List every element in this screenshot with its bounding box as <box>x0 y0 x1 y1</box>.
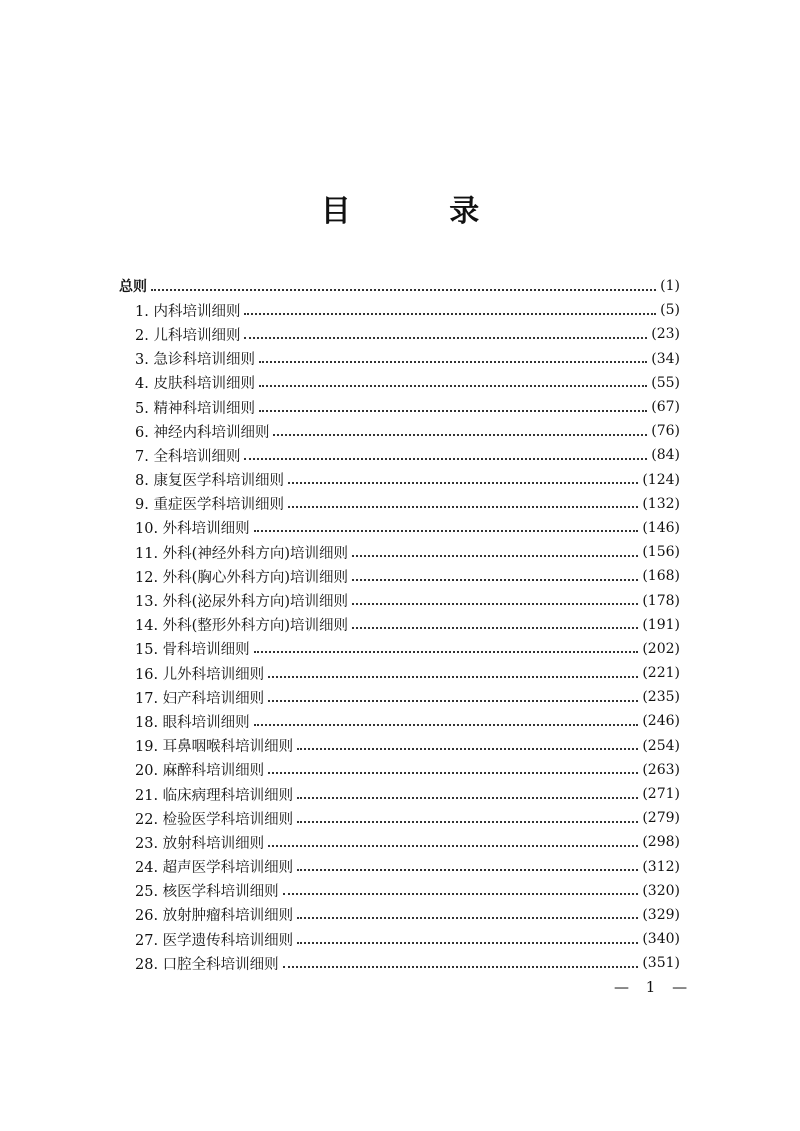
toc-entry[interactable] <box>119 419 680 443</box>
toc-entry-label: 17. 妇产科培训细则 <box>135 690 265 707</box>
dot-leader <box>268 699 638 702</box>
dot-leader <box>268 771 638 774</box>
dot-leader <box>297 747 638 750</box>
toc-entry-page: (202) <box>642 640 680 657</box>
toc-entry-label: 6. 神经内科培训细则 <box>135 424 270 441</box>
toc-entry-page: (320) <box>642 882 680 899</box>
page-number: — 1 — <box>614 978 694 996</box>
toc-entry-page: (263) <box>642 761 680 778</box>
toc-entry[interactable] <box>119 782 680 806</box>
toc-entry-label: 25. 核医学科培训细则 <box>135 884 279 901</box>
dot-leader <box>268 675 638 678</box>
toc-entry-label: 24. 超声医学科培训细则 <box>135 860 294 877</box>
dot-leader <box>259 409 647 412</box>
toc-entry-list <box>119 298 680 975</box>
dot-leader <box>244 312 656 315</box>
dot-leader <box>297 916 638 919</box>
toc-entry[interactable] <box>119 879 680 903</box>
toc-entry-page: (55) <box>651 374 680 391</box>
toc-entry-page: (1) <box>660 278 680 295</box>
toc-entry-label: 19. 耳鼻咽喉科培训细则 <box>135 739 294 756</box>
toc-entry-page: (5) <box>660 302 680 319</box>
toc-entry-label: 2. 儿科培训细则 <box>135 327 241 344</box>
toc-entry-page: (298) <box>642 834 680 851</box>
toc-entry-page: (246) <box>642 713 680 730</box>
toc-entry-page: (329) <box>642 906 680 923</box>
dot-leader <box>297 941 638 944</box>
toc-entry-page: (221) <box>642 665 680 682</box>
toc-entry-label: 13. 外科(泌尿外科方向)培训细则 <box>135 594 348 611</box>
toc-entry-page: (178) <box>642 592 680 609</box>
toc-entry[interactable] <box>119 564 680 588</box>
dot-leader <box>259 360 647 363</box>
toc-entry[interactable] <box>119 685 680 709</box>
dot-leader <box>352 602 638 605</box>
toc-entry-label: 10. 外科培训细则 <box>135 521 250 538</box>
dot-leader <box>297 820 638 823</box>
toc-entry[interactable] <box>119 371 680 395</box>
toc-entry-label: 15. 骨科培训细则 <box>135 642 250 659</box>
toc-entry-label: 23. 放射科培训细则 <box>135 835 265 852</box>
toc-entry-page: (191) <box>642 616 680 633</box>
dot-leader <box>273 433 647 436</box>
toc-entry-label: 7. 全科培训细则 <box>135 448 241 465</box>
toc-entry-label: 4. 皮肤科培训细则 <box>135 376 255 393</box>
toc-entry[interactable] <box>119 709 680 733</box>
dot-leader <box>259 384 647 387</box>
toc-entry[interactable] <box>119 347 680 371</box>
toc-entry-label: 16. 儿外科培训细则 <box>135 666 265 683</box>
toc-entry-label: 27. 医学遗传科培训细则 <box>135 932 294 949</box>
dot-leader <box>254 529 639 532</box>
toc-entry-label: 22. 检验医学科培训细则 <box>135 811 294 828</box>
toc-entry[interactable] <box>119 927 680 951</box>
dot-leader <box>244 457 647 460</box>
toc-entry[interactable] <box>119 298 680 322</box>
dot-leader <box>297 868 638 871</box>
toc-entry[interactable] <box>119 516 680 540</box>
toc-entry-label: 3. 急诊科培训细则 <box>135 352 255 369</box>
toc-entry[interactable] <box>119 758 680 782</box>
toc-entry[interactable] <box>119 734 680 758</box>
toc-entry[interactable] <box>119 468 680 492</box>
toc-entry-page: (34) <box>651 350 680 367</box>
toc-entry-label: 11. 外科(神经外科方向)培训细则 <box>135 545 348 562</box>
toc-entry-page: (235) <box>642 689 680 706</box>
toc-entry-page: (84) <box>651 447 680 464</box>
toc-entry-label: 21. 临床病理科培训细则 <box>135 787 294 804</box>
toc-entry-label: 总则 <box>119 279 147 296</box>
toc-entry-label: 28. 口腔全科培训细则 <box>135 956 279 973</box>
toc-entry-page: (67) <box>651 399 680 416</box>
toc-entry-page: (279) <box>642 810 680 827</box>
dot-leader <box>352 554 638 557</box>
dot-leader <box>352 626 638 629</box>
toc-entry[interactable] <box>119 540 680 564</box>
toc-entry-label: 9. 重症医学科培训细则 <box>135 497 284 514</box>
toc-entry[interactable] <box>119 613 680 637</box>
toc-entry-page: (312) <box>642 858 680 875</box>
dot-leader <box>283 892 639 895</box>
dot-leader <box>352 578 638 581</box>
toc-entry-label: 14. 外科(整形外科方向)培训细则 <box>135 618 348 635</box>
dot-leader <box>288 481 638 484</box>
toc-entry[interactable] <box>119 830 680 854</box>
toc-entry[interactable] <box>119 903 680 927</box>
dot-leader <box>283 965 639 968</box>
toc-entry-page: (146) <box>642 519 680 536</box>
dot-leader <box>244 336 647 339</box>
toc-entry-label: 26. 放射肿瘤科培训细则 <box>135 908 294 925</box>
toc-entry-page: (254) <box>642 737 680 754</box>
toc-entry-page: (124) <box>642 471 680 488</box>
page-title: 目 录 <box>320 194 524 229</box>
toc-entry-page: (340) <box>642 931 680 948</box>
toc-entry-page: (351) <box>642 955 680 972</box>
dot-leader <box>268 844 638 847</box>
toc-entry[interactable] <box>119 661 680 685</box>
toc-entry[interactable] <box>119 322 680 346</box>
dot-leader <box>254 723 639 726</box>
toc-entry[interactable] <box>119 637 680 661</box>
toc-entry-label: 5. 精神科培训细则 <box>135 400 255 417</box>
toc-entry-label: 20. 麻醉科培训细则 <box>135 763 265 780</box>
toc-entry-page: (156) <box>642 544 680 561</box>
dot-leader <box>151 288 656 291</box>
toc-entry[interactable] <box>119 855 680 879</box>
toc-entry-label: 18. 眼科培训细则 <box>135 714 250 731</box>
toc-entry-page: (132) <box>642 495 680 512</box>
toc-entry-label: 1. 内科培训细则 <box>135 303 241 320</box>
toc-entry[interactable] <box>119 951 680 975</box>
toc-entry[interactable] <box>119 395 680 419</box>
dot-leader <box>288 505 638 508</box>
table-of-contents <box>119 274 680 975</box>
toc-entry[interactable] <box>119 443 680 467</box>
toc-entry-page: (271) <box>642 786 680 803</box>
dot-leader <box>297 796 638 799</box>
dot-leader <box>254 650 639 653</box>
toc-entry[interactable] <box>119 806 680 830</box>
toc-entry-page: (23) <box>651 326 680 343</box>
toc-entry[interactable] <box>119 588 680 612</box>
toc-entry-label: 8. 康复医学科培训细则 <box>135 473 284 490</box>
toc-entry-general[interactable] <box>119 274 680 298</box>
toc-entry-label: 12. 外科(胸心外科方向)培训细则 <box>135 569 348 586</box>
toc-entry-page: (76) <box>651 423 680 440</box>
toc-entry[interactable] <box>119 492 680 516</box>
toc-entry-page: (168) <box>642 568 680 585</box>
